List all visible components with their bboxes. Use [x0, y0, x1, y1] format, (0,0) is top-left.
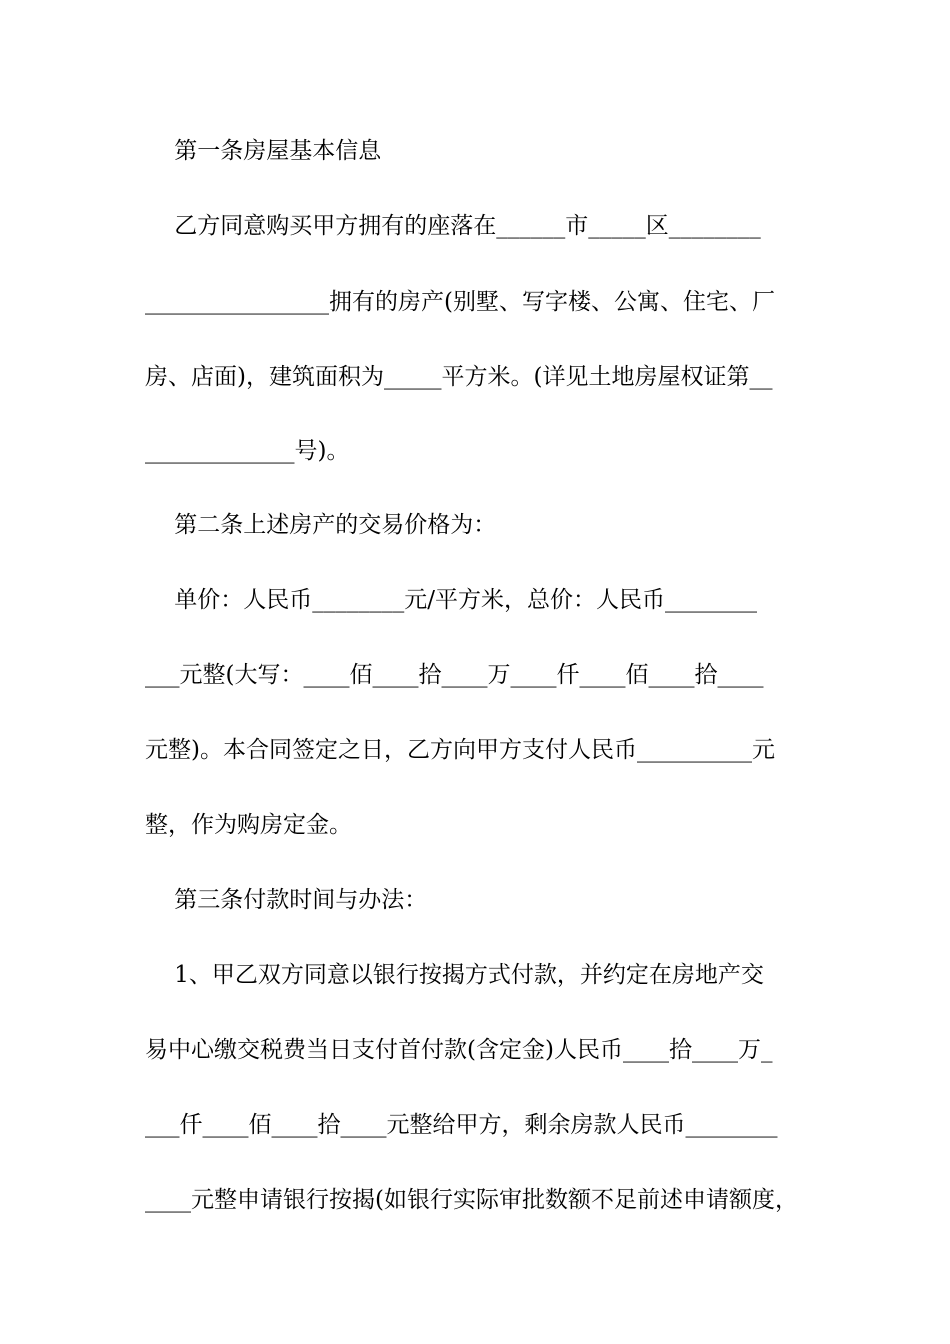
paragraph-line: 房、店面)，建筑面积为_____平方米。(详见土地房屋权证第__ — [145, 364, 773, 390]
paragraph-line: 乙方同意购买甲方拥有的座落在______市_____区________ — [145, 213, 761, 239]
article-1-heading: 第一条房屋基本信息 — [145, 138, 382, 164]
paragraph-line: 单价：人民币________元/平方米，总价：人民币________ — [145, 587, 757, 613]
paragraph-line: _____________号)。 — [145, 438, 350, 464]
article-2-heading: 第二条上述房产的交易价格为： — [145, 512, 497, 538]
article-3-heading: 第三条付款时间与办法： — [145, 887, 428, 913]
paragraph-line: ____元整申请银行按揭(如银行实际审批数额不足前述申请额度， — [145, 1187, 798, 1213]
paragraph-line: ___元整(大写：____佰____拾____万____仟____佰____拾____ — [145, 662, 764, 688]
paragraph-line: 整，作为购房定金。 — [145, 812, 352, 838]
paragraph-line: ________________拥有的房产(别墅、写字楼、公寓、住宅、厂 — [145, 289, 775, 315]
paragraph-line: 1、甲乙双方同意以银行按揭方式付款，并约定在房地产交 — [145, 962, 764, 988]
paragraph-line: 易中心缴交税费当日支付首付款(含定金)人民币____拾____万_ — [145, 1037, 773, 1063]
paragraph-line: ___仟____佰____拾____元整给甲方，剩余房款人民币________ — [145, 1112, 778, 1138]
paragraph-line: 元整)。本合同签定之日，乙方向甲方支付人民币__________元 — [145, 737, 775, 763]
